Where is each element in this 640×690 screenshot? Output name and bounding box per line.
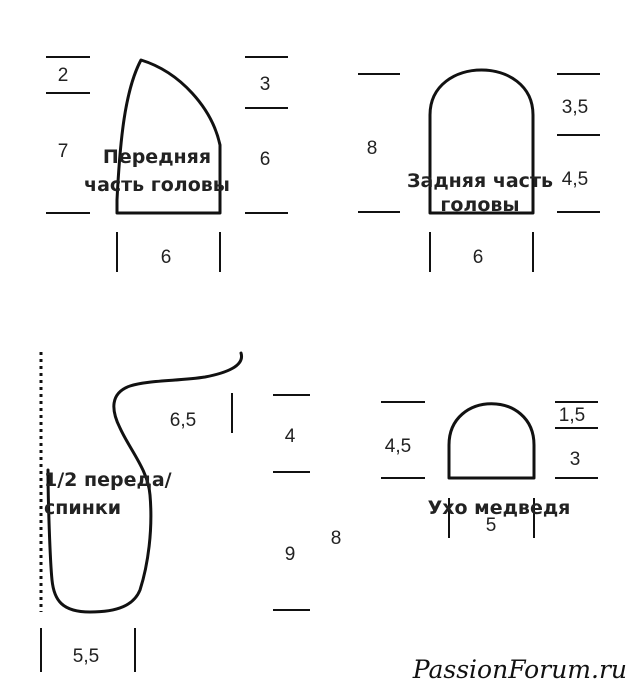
front-head-dim-right: 6 <box>259 149 271 170</box>
watermark-text: PassionForum.ru <box>412 655 627 684</box>
front-head-dim-top-left: 2 <box>57 65 69 86</box>
front-head-title-line-2: часть головы <box>84 174 230 196</box>
body-stray-mark: 8 <box>330 528 342 549</box>
back-head-dim-top-right: 3,5 <box>561 97 589 118</box>
back-head-dim-right: 4,5 <box>561 169 589 190</box>
body-dim-right: 9 <box>284 544 296 565</box>
body-dim-bottom: 5,5 <box>72 646 100 667</box>
ear-dim-top-right: 1,5 <box>558 405 586 426</box>
front-head-dim-left: 7 <box>57 141 69 162</box>
front-head-dim-bottom: 6 <box>160 247 172 268</box>
body-dim-neck: 6,5 <box>169 410 197 431</box>
body-title-line-1: 1/2 переда/ <box>44 469 172 491</box>
body-dim-top-right: 4 <box>284 426 296 447</box>
body-title-line-2: спинки <box>44 497 122 519</box>
ear-dim-left: 4,5 <box>384 436 412 457</box>
back-head-title-line-1: Задняя часть <box>407 170 553 192</box>
back-head-dim-bottom: 6 <box>472 247 484 268</box>
back-head-title-line-2: головы <box>440 194 520 216</box>
ear-dim-right: 3 <box>569 449 581 470</box>
body-half-piece <box>41 352 341 672</box>
ear-title: Ухо медведя <box>427 497 571 519</box>
front-head-dim-top-right: 3 <box>259 74 271 95</box>
ear-outline <box>449 404 534 478</box>
front-head-piece <box>46 57 288 272</box>
ear-dim-bottom: 5 <box>485 515 497 536</box>
front-head-title-line-1: Передняя <box>102 146 212 168</box>
back-head-dim-left: 8 <box>366 138 378 159</box>
back-head-piece <box>358 70 600 272</box>
ear-piece <box>381 402 598 538</box>
